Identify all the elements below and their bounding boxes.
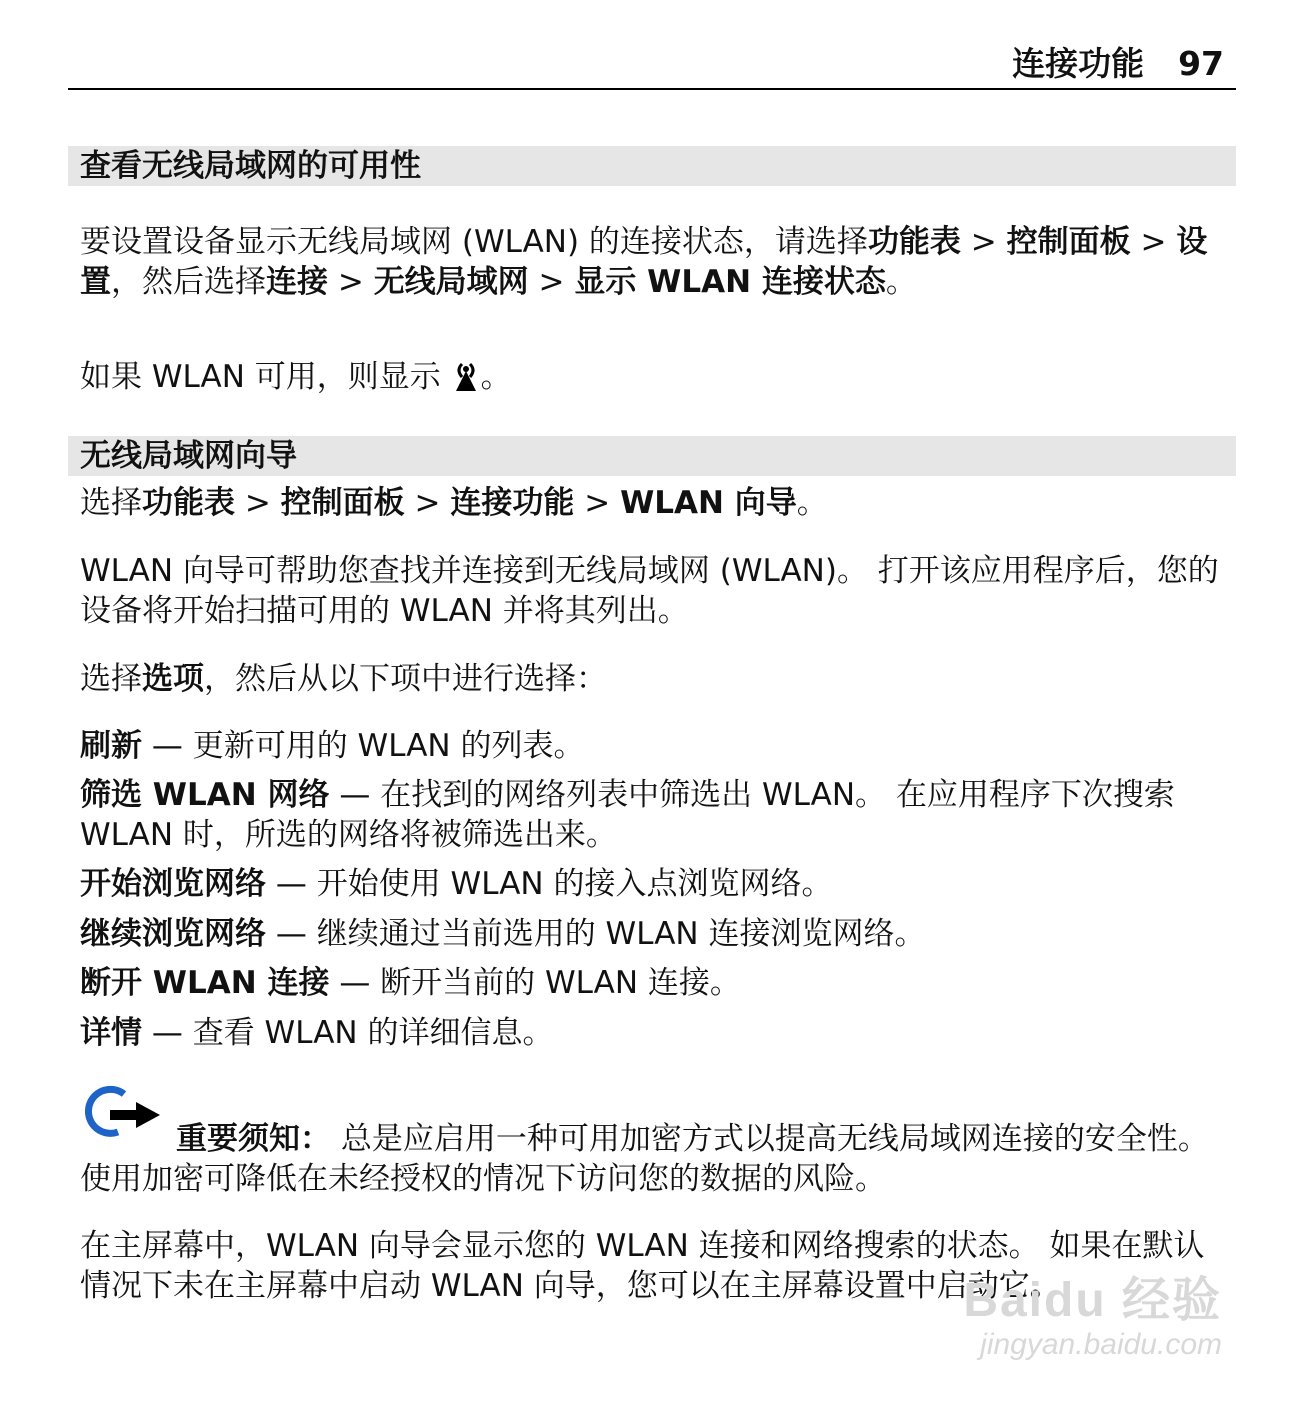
option-continue-browsing xyxy=(80,914,1230,954)
options-label: 选项 xyxy=(142,661,204,697)
option-name: 断开 WLAN 连接 xyxy=(80,965,330,1001)
option-start-browsing xyxy=(80,864,1230,904)
option-description: — 在找到的网络列表中筛选出 WLAN。 在应用程序下次搜索 WLAN 时，所选的网络将被筛选出来。 xyxy=(80,777,1175,853)
section-heading-wlan-availability: 查看无线局域网的可用性 xyxy=(68,146,1236,186)
baidu-watermark xyxy=(963,1274,1222,1362)
option-description: — 开始使用 WLAN 的接入点浏览网络。 xyxy=(266,866,833,902)
paragraph-home-screen: 在主屏幕中，WLAN 向导会显示您的 WLAN 连接和网络搜索的状态。 如果在默认情况下未在主屏幕中启动 WLAN 向导，您可以在主屏幕设置中启动它。 xyxy=(80,1228,1205,1304)
menu-path-control-panel: 控制面板 xyxy=(280,485,405,521)
option-name: 筛选 WLAN 网络 xyxy=(80,777,330,813)
option-name: 继续浏览网络 xyxy=(80,916,266,952)
option-details xyxy=(80,1013,1230,1053)
menu-path-wlan: 无线局域网 xyxy=(373,264,529,300)
watermark-logo-text: Baidu 经验 xyxy=(963,1274,1222,1327)
option-description: — 继续通过当前选用的 WLAN 连接浏览网络。 xyxy=(266,916,926,952)
page-number: 97 xyxy=(1178,44,1224,83)
menu-path-show-wlan-status: 显示 WLAN 连接状态 xyxy=(574,264,886,300)
option-description: — 断开当前的 WLAN 连接。 xyxy=(329,965,741,1001)
important-notice xyxy=(80,1119,1230,1199)
paragraph-wlan-available: 如果 WLAN 可用，则显示 。 xyxy=(80,359,512,395)
menu-path-connectivity: 连接功能 xyxy=(450,485,575,521)
menu-path-menu: 功能表 xyxy=(142,485,235,521)
important-notice-label: 重要须知： xyxy=(176,1121,331,1157)
option-description: — 查看 WLAN 的详细信息。 xyxy=(142,1015,554,1051)
watermark-url: jingyan.baidu.com xyxy=(980,1328,1222,1361)
paragraph-wizard-path: 选择功能表 > 控制面板 > 连接功能 > WLAN 向导。 xyxy=(80,485,828,521)
option-description: — 更新可用的 WLAN 的列表。 xyxy=(142,728,585,764)
important-notice-text: 总是应启用一种可用加密方式以提高无线局域网连接的安全性。使用加密可降低在未经授权的情况下访问您的数据的风险。 xyxy=(80,1121,1209,1197)
option-refresh xyxy=(80,726,1230,766)
paragraph-wizard-intro: WLAN 向导可帮助您查找并连接到无线局域网 (WLAN)。 打开该应用程序后，您的设备将开始扫描可用的 WLAN 并将其列出。 xyxy=(80,553,1219,629)
option-filter-wlan xyxy=(80,775,1230,855)
option-name: 开始浏览网络 xyxy=(80,866,266,902)
header-title: 连接功能 xyxy=(1012,44,1145,83)
option-name: 刷新 xyxy=(80,728,142,764)
menu-path-settings: 设置 xyxy=(80,224,1208,300)
paragraph-wlan-status-setting: 要设置设备显示无线局域网 (WLAN) 的连接状态，请选择功能表 > 控制面板 > 设置，然后选择连接 > 无线局域网 > 显示 WLAN 连接状态。 xyxy=(80,224,1208,300)
option-name: 详情 xyxy=(80,1015,142,1051)
menu-path-control-panel: 控制面板 xyxy=(1006,224,1131,260)
option-disconnect-wlan xyxy=(80,963,1230,1003)
page-header xyxy=(68,40,1236,90)
menu-path-connection: 连接 xyxy=(266,264,328,300)
paragraph-options-intro: 选择选项，然后从以下项中进行选择： xyxy=(80,661,607,697)
section-heading-wlan-wizard: 无线局域网向导 xyxy=(68,436,1236,476)
menu-path-wlan-wizard: WLAN 向导 xyxy=(620,485,797,521)
wlan-available-icon xyxy=(451,360,481,392)
menu-path-menu: 功能表 xyxy=(867,224,961,260)
